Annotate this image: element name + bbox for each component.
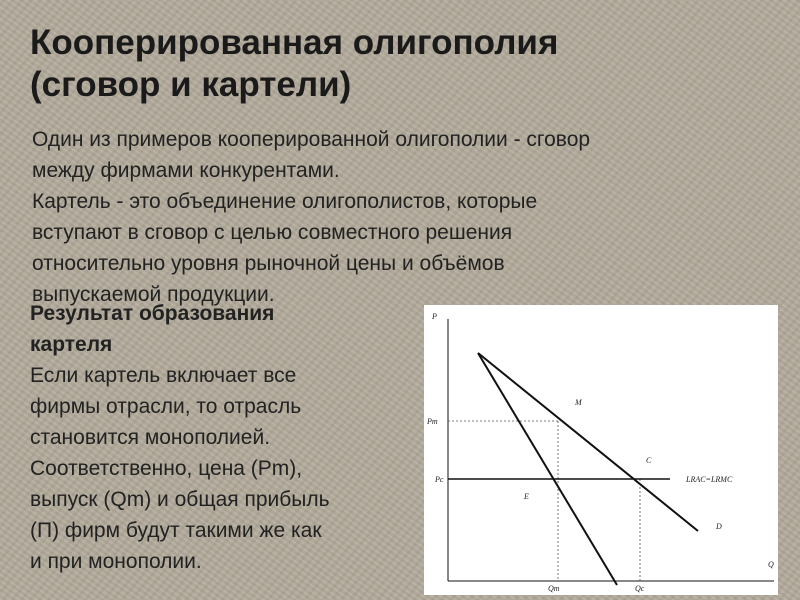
intro-line: между фирмами конкурентами. <box>32 159 340 182</box>
cartel-graph-panel <box>424 305 778 595</box>
lrac-label: LRAC=LRMC <box>686 475 733 484</box>
result-body-line: фирмы отрасли, то отрасль <box>30 395 302 418</box>
demand-curve <box>478 353 698 531</box>
slide-title <box>30 22 770 106</box>
e-point-label: E <box>524 492 529 501</box>
pc-label: Pc <box>435 475 444 484</box>
intro-paragraph <box>32 124 792 310</box>
result-heading-line: Результат образования <box>30 302 275 325</box>
c-point-label: C <box>646 456 652 465</box>
marginal-revenue-curve <box>478 353 617 585</box>
intro-line: выпускаемой продукции. <box>32 283 275 306</box>
result-body-line: становится монополией. <box>30 426 271 449</box>
intro-line: Один из примеров кооперированной олигополии - сговор <box>32 128 591 151</box>
result-body-line: Если картель включает все <box>30 364 297 387</box>
intro-line: относительно уровня рыночной цены и объёмов <box>32 252 505 275</box>
result-heading-line: картеля <box>30 333 113 356</box>
d-curve-label: D <box>716 522 722 531</box>
qm-label: Qm <box>548 584 560 593</box>
cartel-result-block <box>30 298 410 577</box>
title-line-2: (сговор и картели) <box>30 65 352 104</box>
qc-label: Qc <box>635 584 645 593</box>
result-body-line: выпуск (Qm) и общая прибыль <box>30 488 330 511</box>
title-line-1: Кооперированная олигополия <box>30 23 559 62</box>
result-body-line: (П) фирм будут такими же как <box>30 519 322 542</box>
cartel-graph <box>424 305 778 595</box>
intro-line: вступают в сговор с целью совместного решения <box>32 221 513 244</box>
m-point-label: M <box>575 398 582 407</box>
y-axis-label: P <box>432 312 437 321</box>
x-axis-label: Q <box>768 560 774 569</box>
pm-label: Pm <box>427 417 438 426</box>
result-body-line: и при монополии. <box>30 550 202 573</box>
intro-line: Картель - это объединение олигополистов, которые <box>32 190 538 213</box>
result-body-line: Соответственно, цена (Pm), <box>30 457 303 480</box>
